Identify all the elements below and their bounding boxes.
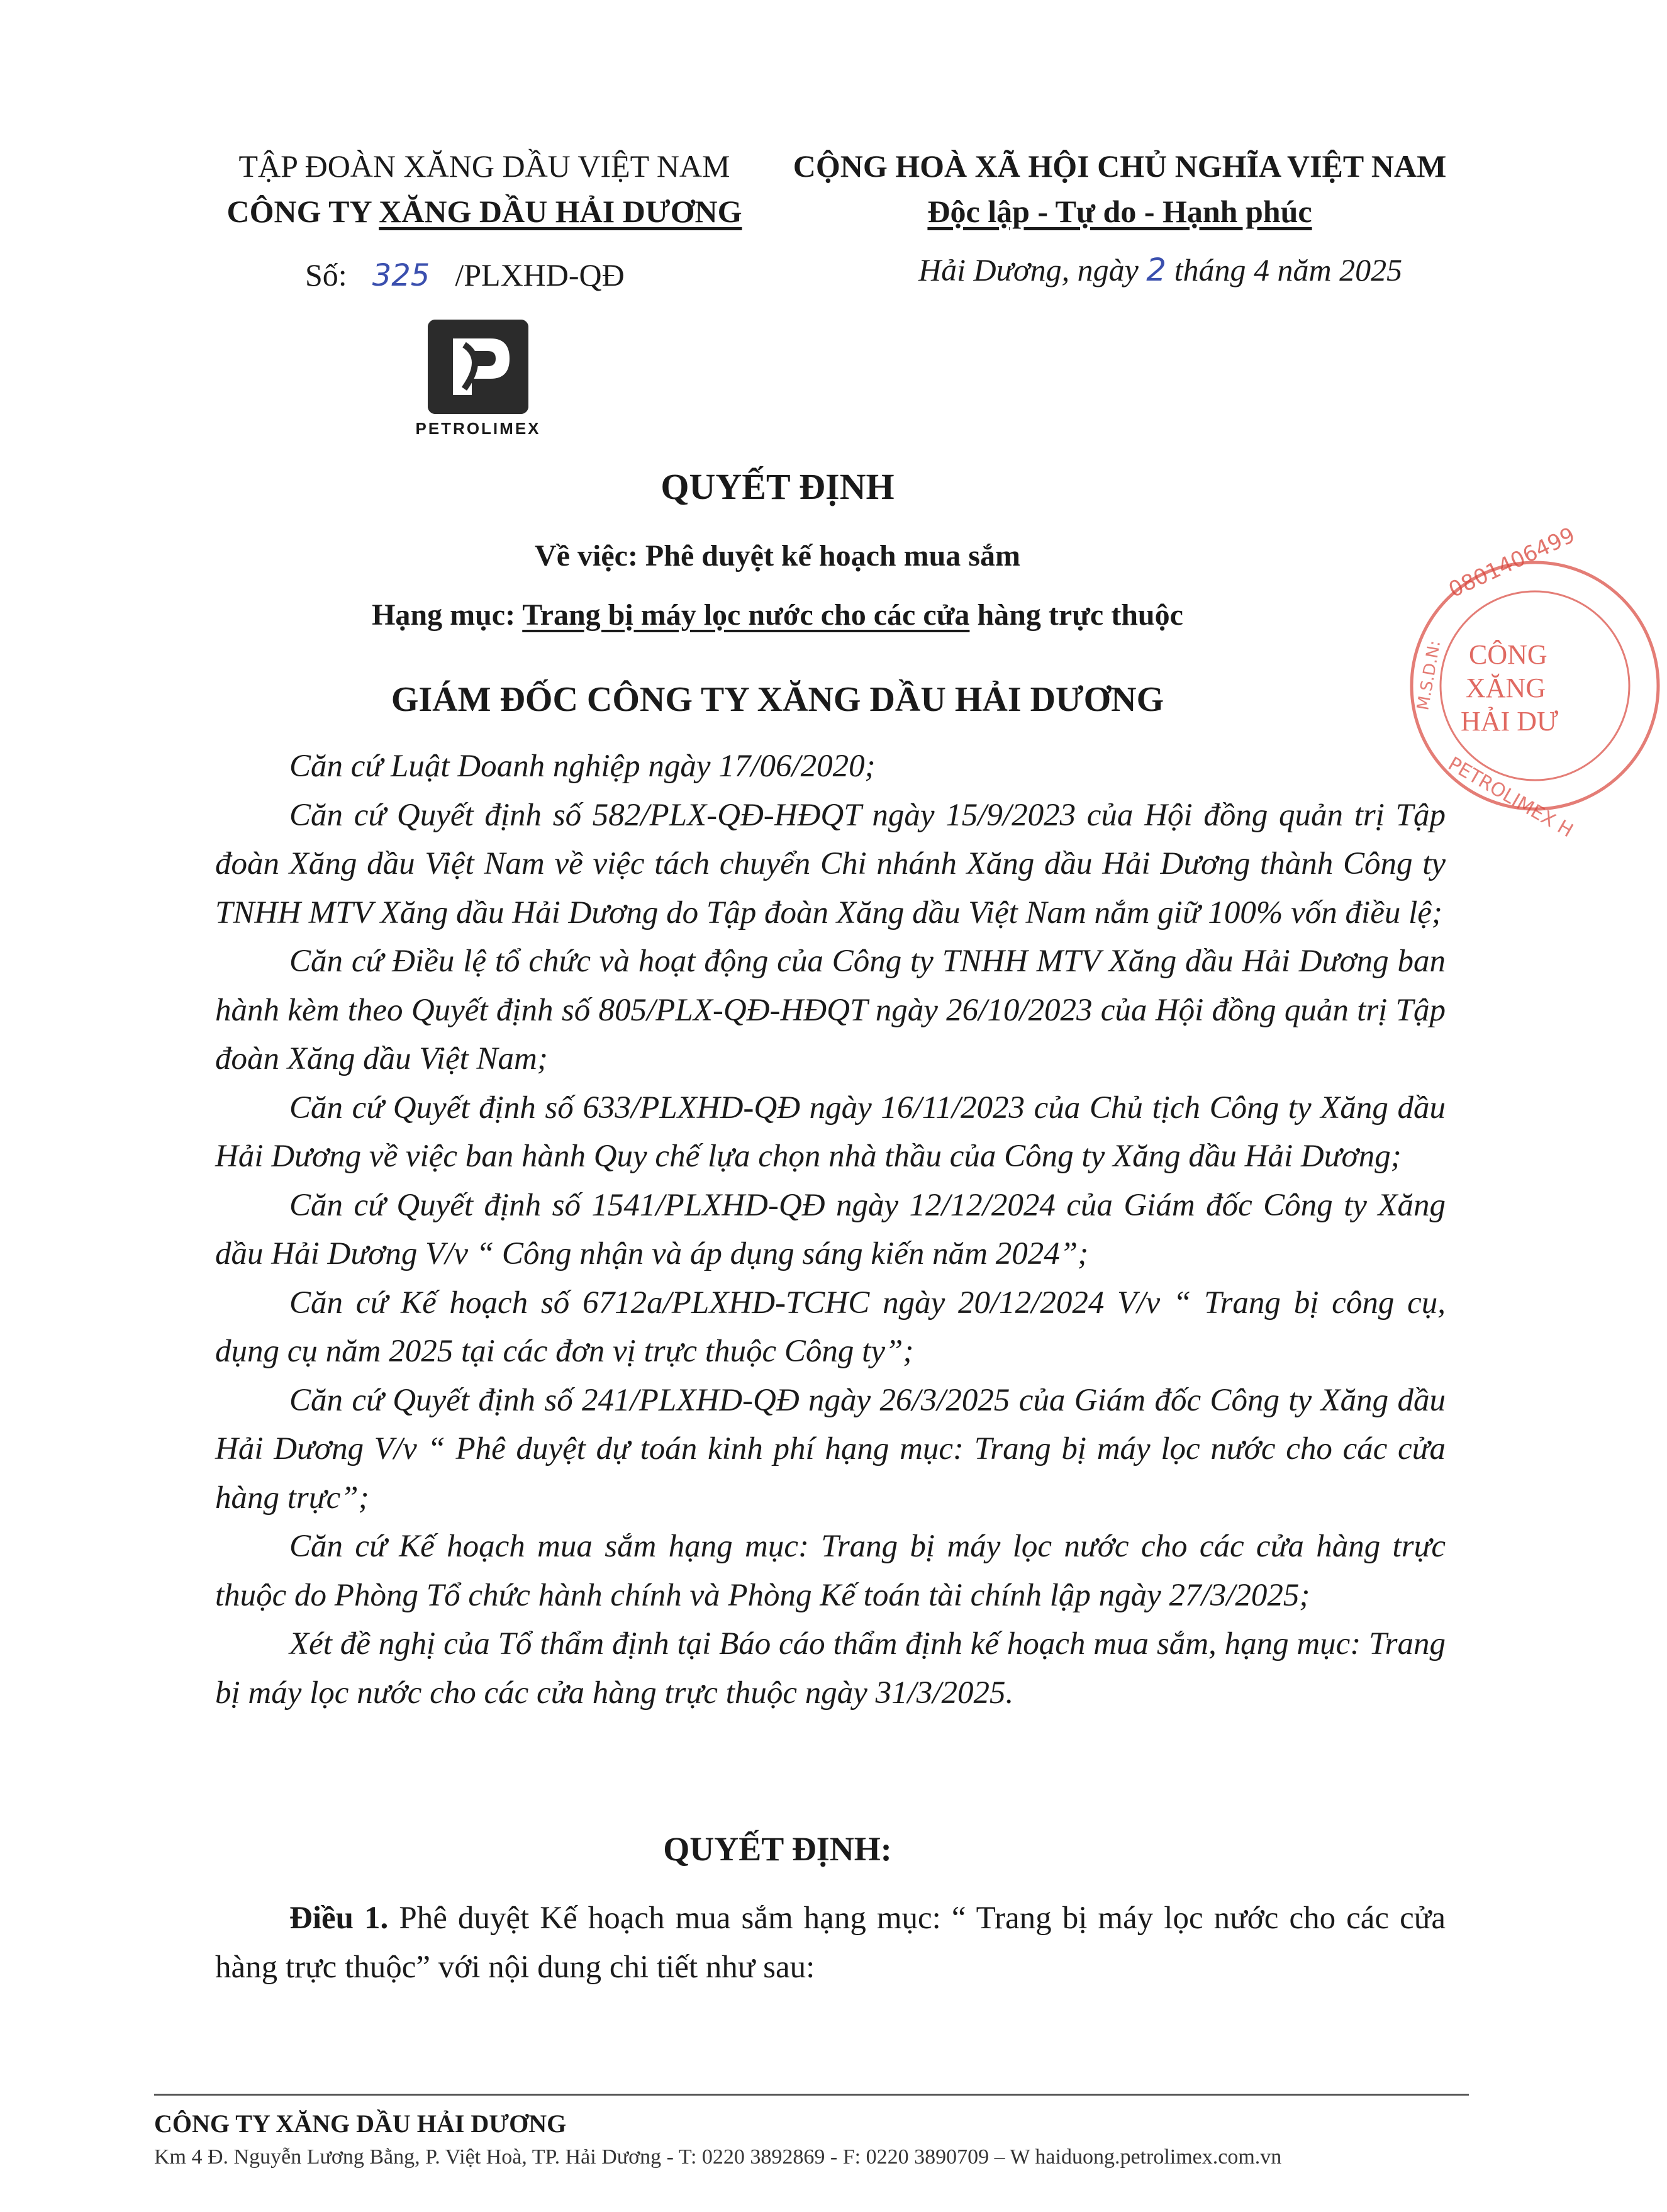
footer-company: CÔNG TY XĂNG DẦU HẢI DƯƠNG <box>154 2109 567 2138</box>
authority-heading: GIÁM ĐỐC CÔNG TY XĂNG DẦU HẢI DƯƠNG <box>391 680 1164 719</box>
ground-item: Căn cứ Kế hoạch số 6712a/PLXHD-TCHC ngày 20/12/2024 V/v “ Trang bị công cụ, dụng cụ năm 2025 tại các đơn vị trực thuộc Công ty”; <box>215 1285 1446 1369</box>
company-name: CÔNG TY XĂNG DẦU HẢI DƯƠNG <box>226 194 742 229</box>
logo-wordmark: PETROLIMEX <box>415 419 541 438</box>
article-text: Phê duyệt Kế hoạch mua sắm hạng mục: “ Trang bị máy lọc nước cho các cửa hàng trực thuộc” với nội dung chi tiết như sau: <box>215 1901 1446 1985</box>
seal-line-1: CÔNG <box>1469 639 1547 670</box>
legal-grounds <box>215 742 1446 1718</box>
petrolimex-logo-icon <box>428 320 528 414</box>
article-label: Điều 1. <box>289 1901 389 1936</box>
ground-item: Căn cứ Điều lệ tổ chức và hoạt động của Công ty TNHH MTV Xăng dầu Hải Dương ban hành kèm theo Quyết định số 805/PLX-QĐ-HĐQT ngày 26/10/2023 của Hội đồng quản trị Tập đoàn Xăng dầu Việt Nam; <box>215 944 1446 1076</box>
ground-item: Căn cứ Quyết định số 582/PLX-QĐ-HĐQT ngày 15/9/2023 của Hội đồng quản trị Tập đoàn Xăng dầu Việt Nam về việc tách chuyển Chi nhánh Xăng dầu Hải Dương thành Công ty TNHH MTV Xăng dầu Hải Dương do Tập đoàn Xăng dầu Việt Nam nắm giữ 100% vốn điều lệ; <box>215 797 1446 930</box>
handwritten-number: 325 <box>372 258 430 293</box>
parent-organization: TẬP ĐOÀN XĂNG DẦU VIỆT NAM <box>238 148 730 184</box>
document-number: Số: 325 /PLXHD-QĐ <box>305 257 625 293</box>
ground-item: Xét đề nghị của Tổ thẩm định tại Báo cáo thẩm định kế hoạch mua sắm, hạng mục: Trang bị máy lọc nước cho các cửa hàng trực thuộc ngày 31/3/2025. <box>215 1626 1446 1711</box>
handwritten-day: 2 <box>1146 252 1167 288</box>
subject-line: Về việc: Phê duyệt kế hoạch mua sắm <box>535 539 1020 573</box>
ground-item: Căn cứ Quyết định số 633/PLXHD-QĐ ngày 16/11/2023 của Chủ tịch Công ty Xăng dầu Hải Dương về việc ban hành Quy chế lựa chọn nhà thầu của Công ty Xăng dầu Hải Dương; <box>215 1090 1446 1174</box>
footer-divider <box>154 2094 1469 2096</box>
ground-item: Căn cứ Kế hoạch mua sắm hạng mục: Trang bị máy lọc nước cho các cửa hàng trực thuộc do Phòng Tổ chức hành chính và Phòng Kế toán tài chính lập ngày 27/3/2025; <box>215 1529 1446 1613</box>
seal-tax-number: 0801406499 <box>1444 522 1579 603</box>
seal-ring-text: PETROLIMEX H <box>1444 752 1577 842</box>
issue-date: Hải Dương, ngày 2 tháng 4 năm 2025 <box>918 252 1403 288</box>
ground-item: Căn cứ Quyết định số 241/PLXHD-QĐ ngày 26/3/2025 của Giám đốc Công ty Xăng dầu Hải Dương V/v “ Phê duyệt dự toán kinh phí hạng mục: Trang bị máy lọc nước cho các cửa hàng trực”; <box>215 1382 1446 1516</box>
seal-line-3: HẢI DƯ <box>1461 706 1559 737</box>
seal-line-2: XĂNG <box>1466 673 1546 703</box>
ground-item: Căn cứ Quyết định số 1541/PLXHD-QĐ ngày 12/12/2024 của Giám đốc Công ty Xăng dầu Hải Dương V/v “ Công nhận và áp dụng sáng kiến năm 2024”; <box>215 1187 1446 1271</box>
motto: Độc lập - Tự do - Hạnh phúc <box>927 194 1312 229</box>
article-1 <box>215 1894 1446 1992</box>
item-line: Hạng mục: Trang bị máy lọc nước cho các cửa hàng trực thuộc <box>372 598 1183 632</box>
country-name: CỘNG HOÀ XÃ HỘI CHỦ NGHĨA VIỆT NAM <box>793 148 1447 184</box>
decision-heading: QUYẾT ĐỊNH: <box>663 1830 892 1868</box>
seal-prefix: M.S.D.N: <box>1413 639 1445 712</box>
issuer-block <box>189 143 780 234</box>
footer-contact: Km 4 Đ. Nguyễn Lương Bằng, P. Việt Hoà, TP. Hải Dương - T: 0220 3892869 - F: 0220 3890709 – W haiduong.petrolimex.com.vn <box>154 2145 1282 2169</box>
national-motto-block <box>780 143 1459 234</box>
document-title: QUYẾT ĐỊNH <box>661 466 895 507</box>
ground-item: Căn cứ Luật Doanh nghiệp ngày 17/06/2020; <box>289 749 876 784</box>
